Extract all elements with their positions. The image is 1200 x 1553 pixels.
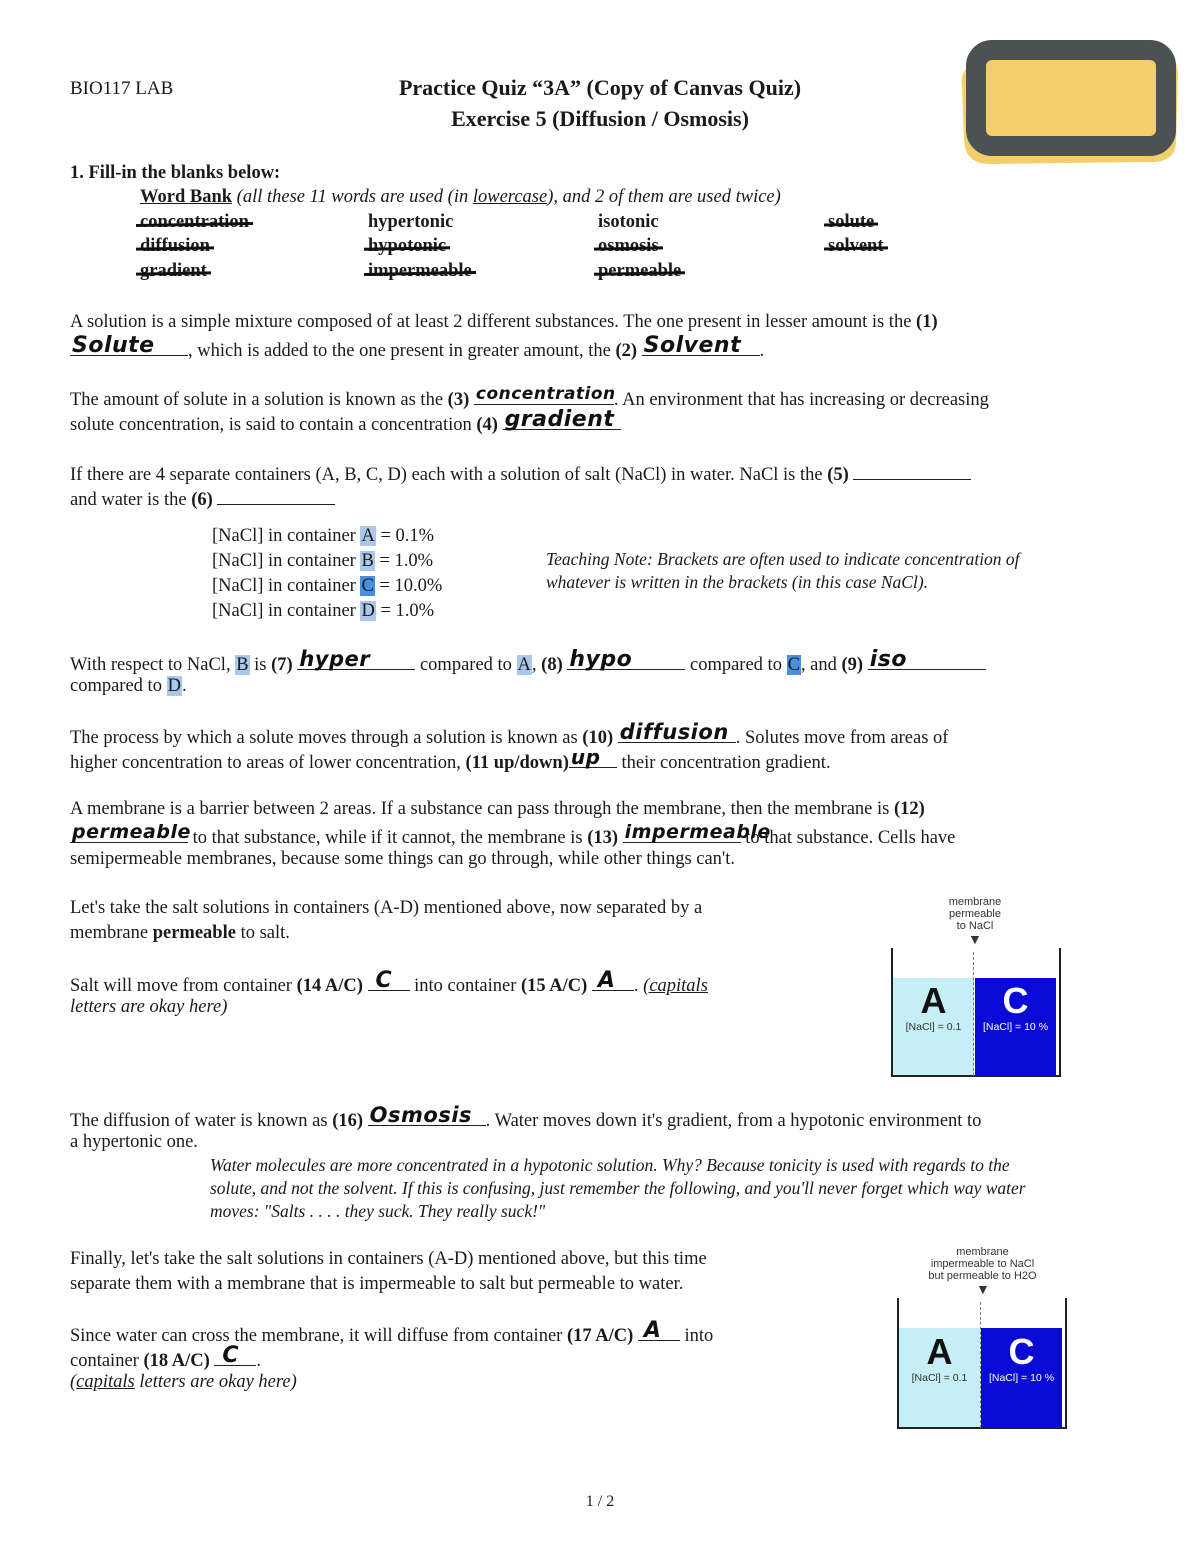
- word-solvent: solvent: [828, 234, 884, 259]
- paragraph-salt-move-line3: Salt will move from container (14 A/C) C into container (15 A/C) A . (capitals: [70, 968, 708, 996]
- paragraph-concentration: The amount of solute in a solution is known as the (3) concentration . An environment that has increasing or decreasing: [70, 384, 989, 410]
- page-title: Practice Quiz “3A” (Copy of Canvas Quiz): [398, 75, 802, 100]
- paragraph-water-move-line5: (capitals letters are okay here): [70, 1372, 297, 1392]
- answer-blank-13[interactable]: impermeable: [624, 821, 771, 843]
- right-letter: C: [1008, 1331, 1035, 1372]
- answer-blank-8[interactable]: hypo: [567, 649, 685, 670]
- answer-blank-1[interactable]: Solute: [70, 335, 188, 356]
- page-number: 1 / 2: [585, 1493, 615, 1510]
- word-bank-note-lowercase: lowercase: [472, 187, 548, 207]
- container-b-row: [NaCl] in container B = 1.0%: [212, 551, 434, 571]
- answer-blank-4[interactable]: gradient: [503, 409, 621, 430]
- arrow-down-icon: ▼: [968, 933, 982, 948]
- paragraph-diffusion-line2: higher concentration to areas of lower concentration, (11 up/down) up their concentration gradient.: [70, 745, 831, 773]
- right-value: [NaCl] = 10 %: [982, 1021, 1049, 1033]
- answer-blank-2[interactable]: Solvent: [642, 335, 760, 356]
- paragraph-water-move: Finally, let's take the salt solutions in containers (A-D) mentioned above, but this time: [70, 1249, 707, 1269]
- paragraph-solution-line2: Solute , which is added to the one present in greater amount, the (2) Solvent .: [72, 333, 765, 361]
- right-letter: C: [1002, 980, 1029, 1021]
- word-isotonic: isotonic: [598, 212, 659, 232]
- left-letter: A: [926, 1331, 953, 1372]
- word-hypertonic: hypertonic: [368, 212, 454, 232]
- paragraph-membrane-line3: semipermeable membranes, because some things can go through, while other things can't.: [70, 849, 736, 869]
- container-c-row: [NaCl] in container C = 10.0%: [212, 576, 443, 596]
- answer-blank-16[interactable]: Osmosis: [368, 1105, 486, 1126]
- word-bank-header: [140, 185, 781, 210]
- logo-sticker: [950, 34, 1185, 169]
- right-value: [NaCl] = 10 %: [988, 1372, 1055, 1384]
- paragraph-tonicity: With respect to NaCl, B is (7) hyper compared to A, (8) hypo compared to C, and (9) iso: [70, 649, 986, 678]
- paragraph-osmosis-line2: a hypertonic one.: [70, 1132, 198, 1152]
- course-label: BIO117 LAB: [70, 78, 174, 99]
- paragraph-membrane: A membrane is a barrier between 2 areas. If a substance can pass through the membrane, then the membrane is (12): [70, 799, 925, 819]
- answer-blank-5[interactable]: [853, 459, 971, 480]
- word-bank-note: (all these 11 words are used (in: [232, 187, 473, 207]
- word-bank-label: Word Bank: [140, 187, 233, 207]
- container-a-row: [NaCl] in container A = 0.1%: [212, 526, 435, 546]
- osmosis-note: Water molecules are more concentrated in a hypotonic solution. Why? Because tonicity is used with regards to the solute, and not the solvent. If this is confusing, just remember the following, and you'll never forget which way water moves: "Salts . . . . they suck. They really suck!": [210, 1155, 1026, 1221]
- paragraph-water-move-line2: separate them with a membrane that is impermeable to salt but permeable to water.: [70, 1274, 684, 1294]
- answer-blank-14[interactable]: C: [368, 970, 410, 991]
- word-concentration: concentration: [140, 210, 249, 235]
- arrow-down-icon: ▼: [976, 1283, 990, 1298]
- answer-blank-17[interactable]: A: [638, 1320, 680, 1341]
- paragraph-water-move-line3: Since water can cross the membrane, it will diffuse from container (17 A/C) A into: [70, 1318, 714, 1346]
- paragraph-tonicity-line2: compared to D.: [70, 676, 187, 696]
- paragraph-salt-move-line2: membrane permeable to salt.: [70, 923, 290, 943]
- word-osmosis: osmosis: [598, 234, 659, 259]
- paragraph-containers-line2: and water is the (6): [70, 484, 335, 513]
- answer-blank-15[interactable]: A: [592, 970, 634, 991]
- answer-blank-12[interactable]: permeable: [72, 821, 191, 843]
- answer-blank-6[interactable]: [217, 484, 335, 505]
- word-solute: solute: [828, 210, 874, 235]
- paragraph-diffusion: The process by which a solute moves through a solution is known as (10) diffusion . Solutes move from areas of: [70, 720, 949, 748]
- page-subtitle: Exercise 5 (Diffusion / Osmosis): [451, 106, 749, 131]
- paragraph-concentration-line2: solute concentration, is said to contain a concentration (4) gradient: [70, 409, 621, 438]
- paragraph-salt-move: Let's take the salt solutions in containers (A-D) mentioned above, now separated by a: [70, 898, 703, 918]
- word-bank-note-end: ), and 2 of them are used twice): [547, 187, 781, 207]
- word-gradient: gradient: [140, 259, 207, 284]
- answer-blank-3[interactable]: concentration: [475, 384, 616, 404]
- paragraph-salt-move-line4: letters are okay here): [70, 997, 228, 1017]
- diagram-permeable-to-nacl: membrane permeable to NaCl ▼ A [NaCl] = 0.1 C [NaCl] = 10 %: [880, 894, 1070, 1079]
- paragraph-osmosis: The diffusion of water is known as (16) Osmosis . Water moves down it's gradient, from a hypotonic environment to: [70, 1103, 982, 1131]
- word-hypotonic: hypotonic: [368, 234, 446, 259]
- word-diffusion: diffusion: [140, 234, 210, 259]
- teaching-note: Teaching Note: Brackets are often used to indicate concentration of whatever is written in the brackets (in this case NaCl).: [546, 549, 1020, 592]
- paragraph-solution: A solution is a simple mixture composed of at least 2 different substances. The one present in lesser amount is the (1): [70, 312, 938, 332]
- container-d-row: [NaCl] in container D = 1.0%: [212, 601, 435, 621]
- left-value: [NaCl] = 0.1: [911, 1372, 968, 1384]
- answer-blank-18[interactable]: C: [214, 1345, 256, 1366]
- answer-blank-10[interactable]: diffusion: [618, 722, 736, 743]
- answer-blank-11[interactable]: up: [569, 747, 617, 768]
- answer-blank-9[interactable]: iso: [868, 649, 986, 670]
- word-impermeable: impermeable: [368, 259, 472, 284]
- diagram-impermeable-to-nacl: membrane impermeable to NaCl but permeable to H2O ▼ A [NaCl] = 0.1 C [NaCl] = 10 %: [885, 1244, 1075, 1432]
- left-letter: A: [920, 980, 947, 1021]
- paragraph-containers: If there are 4 separate containers (A, B, C, D) each with a solution of salt (NaCl) in water. NaCl is the (5): [70, 459, 971, 488]
- section-heading: 1. Fill-in the blanks below:: [70, 163, 281, 183]
- paragraph-membrane-line2: permeable to that substance, while if it cannot, the membrane is (13) impermeable to that substance. Cells have: [72, 821, 956, 848]
- word-permeable: permeable: [598, 259, 681, 284]
- answer-blank-7[interactable]: hyper: [297, 649, 415, 670]
- paragraph-water-move-line4: container (18 A/C) C .: [70, 1343, 261, 1371]
- left-value: [NaCl] = 0.1: [905, 1021, 962, 1033]
